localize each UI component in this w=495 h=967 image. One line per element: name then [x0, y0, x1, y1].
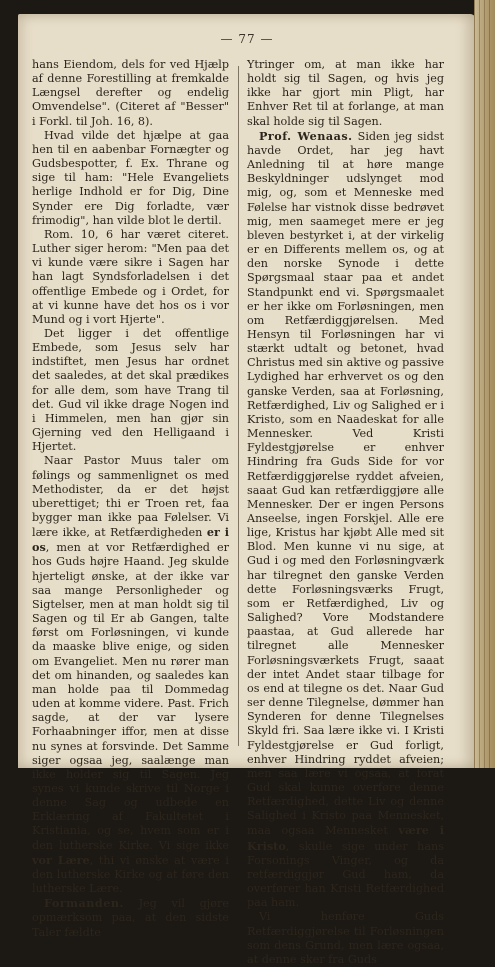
left-p5-emphasis-b: vor Lære [32, 852, 90, 867]
edge-line [479, 0, 480, 768]
left-paragraph-6 [32, 896, 229, 939]
left-paragraph-3: Rom. 10, 6 har været citeret. Luther siger herom: "Men paa det vi kunde være sikre i Sagen har han lagt Syndsforladelsen i det offentlige Embede og i Ordet, for at vi kunne have det hos os i vor Mund og i vort Hjerte". [32, 227, 229, 326]
right-p2-text-b: , skulle sige under hans Forsonings Vinger, og da retfærdiggjør Gud ham, da overfører han Kristi Retfærdighed paa ham. [247, 839, 444, 910]
right-column [247, 58, 444, 967]
right-p2-text-a: Siden jeg sidst havde Ordet, har jeg havt Anledning til at høre mange Beskyldninger udslynget mod mig, og, som et Menneske med Følelse har vistnok disse bedrøvet mig, men saameget mere er jeg bleven bestyrket i, at der virkelig er en Differents mellem os, og at den norske Synode i dette Spørgsmaal staar paa et andet Standpunkt end vi. Spørgsmaalet er her ikke om Forløsningen, men om Retfærdiggjørelsen. Med Hensyn til Forløsningen har vi stærkt udtalt og betonet, hvad Christus med sin aktive og passive Lydighed har erhvervet os og den ganske Verden, saa at Forløsning, Retfærdighed, Liv og Salighed er i Kristo, som en Naadeskat for alle Mennesker. Ved Kristi Fyldestgjørelse er enhver Hindring fra Guds Side for vor Retfærdiggjørelse ryddet afveien, saaat Gud kan retfærdiggjøre alle Mennesker. Der er ingen Persons Anseelse, ingen Forskjel. Alle ere lige, Kristus har kjøbt Alle med sit Blod. Men kunne vi nu sige, at Gud i og med den Forløsningværk har tilregnet den ganske Verden dette Forløsningsværks Frugt, som er Retfærdighed, Liv og Salighed? Vore Modstandere paastaa, at Gud allerede har tilregnet alle Mennesker Forløsningsværkets Frugt, saaat der intet Andet staar tilbage for os end at tilegne os det. Naar Gud ser denne Tilegnelse, dømmer han Synderen for denne Tilegnelses Skyld fri. Saa lære ikke vi. I Kristi Fyldestgjørelse er Gud forligt, enhver Hindring ryddet afveien; men saa lære vi ogsaa, at forat Gud skal kunne overføre denne Retfærdighed, dette Liv og denne Salighed i Kristo paa Mennesket, maa ogsaa Mennesket [247, 129, 444, 838]
speaker-formanden: Formanden. [44, 896, 124, 911]
speaker-wenaas: Prof. Wenaas. [259, 128, 353, 143]
left-p6-text: Jeg vil gjøre opmærksom paa, at den sidste Taler fældte [32, 897, 229, 939]
right-paragraph-3: Vi henføre Guds Retfærdiggjørelse til Forløsningen som dens Grund, men lære ogsaa, at denne sker fra Guds [247, 910, 444, 966]
left-paragraph-2: Hvad vilde det hjælpe at gaa hen til en aabenbar Fornægter og Gudsbespotter, f. Ex. Thrane og sige til ham: "Hele Evangeliets herlige Indhold er for Dig, Dine Synder ere Dig forladte, vær frimodig", han vilde blot le dertil. [32, 128, 229, 227]
left-paragraph-1: hans Eiendom, dels for ved Hjælp af denne Forestilling at fremkalde Længsel derefter og endelig Omvendelse". (Citeret af "Besser" i Forkl. til Joh. 16, 8). [32, 58, 229, 128]
left-paragraph-5 [32, 454, 229, 896]
right-p2-emphasis: være i Kristo [247, 823, 444, 853]
left-p5-emphasis-a: er i os [32, 525, 229, 555]
left-column [32, 58, 229, 940]
edge-line [489, 0, 490, 768]
column-divider [238, 66, 239, 746]
left-p5-text-c: , thi vi ønske at være i den lutherske Kirke og at føre den lutherske Lære. [32, 853, 229, 896]
right-paragraph-2 [247, 129, 444, 911]
book-page [18, 14, 476, 966]
edge-line [484, 0, 485, 768]
book-fore-edge [474, 0, 495, 768]
left-p5-text-a: Naar Pastor Muus taler om følings og sammenlignet os med Methodister, da er det højst uberettiget; thi er Troen ret, faa bygger man ikke paa Følelser. Vi lære ikke, at Retfærdigheden [32, 454, 229, 540]
left-paragraph-4: Det ligger i det offentlige Embede, som Jesus selv har indstiftet, men Jesus har ordnet det saaledes, at det skal prædikes for alle dem, som have Trang til det. Gud vil ikke drage Nogen ind i Himmelen, men han gjør sin Gjerning ved den Helligaand i Hjertet. [32, 326, 229, 454]
page-number: — 77 — [220, 32, 274, 46]
left-p5-text-b: , men at vor Retfærdighed er hos Guds højre Haand. Jeg skulde hjerteligt ønske, at der ikke var saa mange Personligheder og Sigtelser, men at man holdt sig til Sagen og til Er ab Gangen, talte først om Forløsningen, vi kunde da maaske blive enige, og siden om Evangeliet. Men nu rører man det om hinanden, og saaledes kan man holde paa til Dommedag uden at komme videre. Past. Frich sagde, at der var lysere Forhaabninger iffor, men at disse nu synes at forsvinde. Det Samme siger ogsaa jeg, saalænge man ikke holder sig til Sagen. Jeg synes vi kunde skrive til Norge i denne Sag og udbede en Erklæring af Fakultetet i Kristiania, og se, hvem som er i den lutherske Kirke. Vi sige ikke [32, 541, 229, 852]
right-paragraph-1: Ytringer om, at man ikke har holdt sig til Sagen, og hvis jeg ikke har gjort min Pligt, har Enhver Ret til at forlange, at man skal holde sig til Sagen. [247, 58, 444, 128]
